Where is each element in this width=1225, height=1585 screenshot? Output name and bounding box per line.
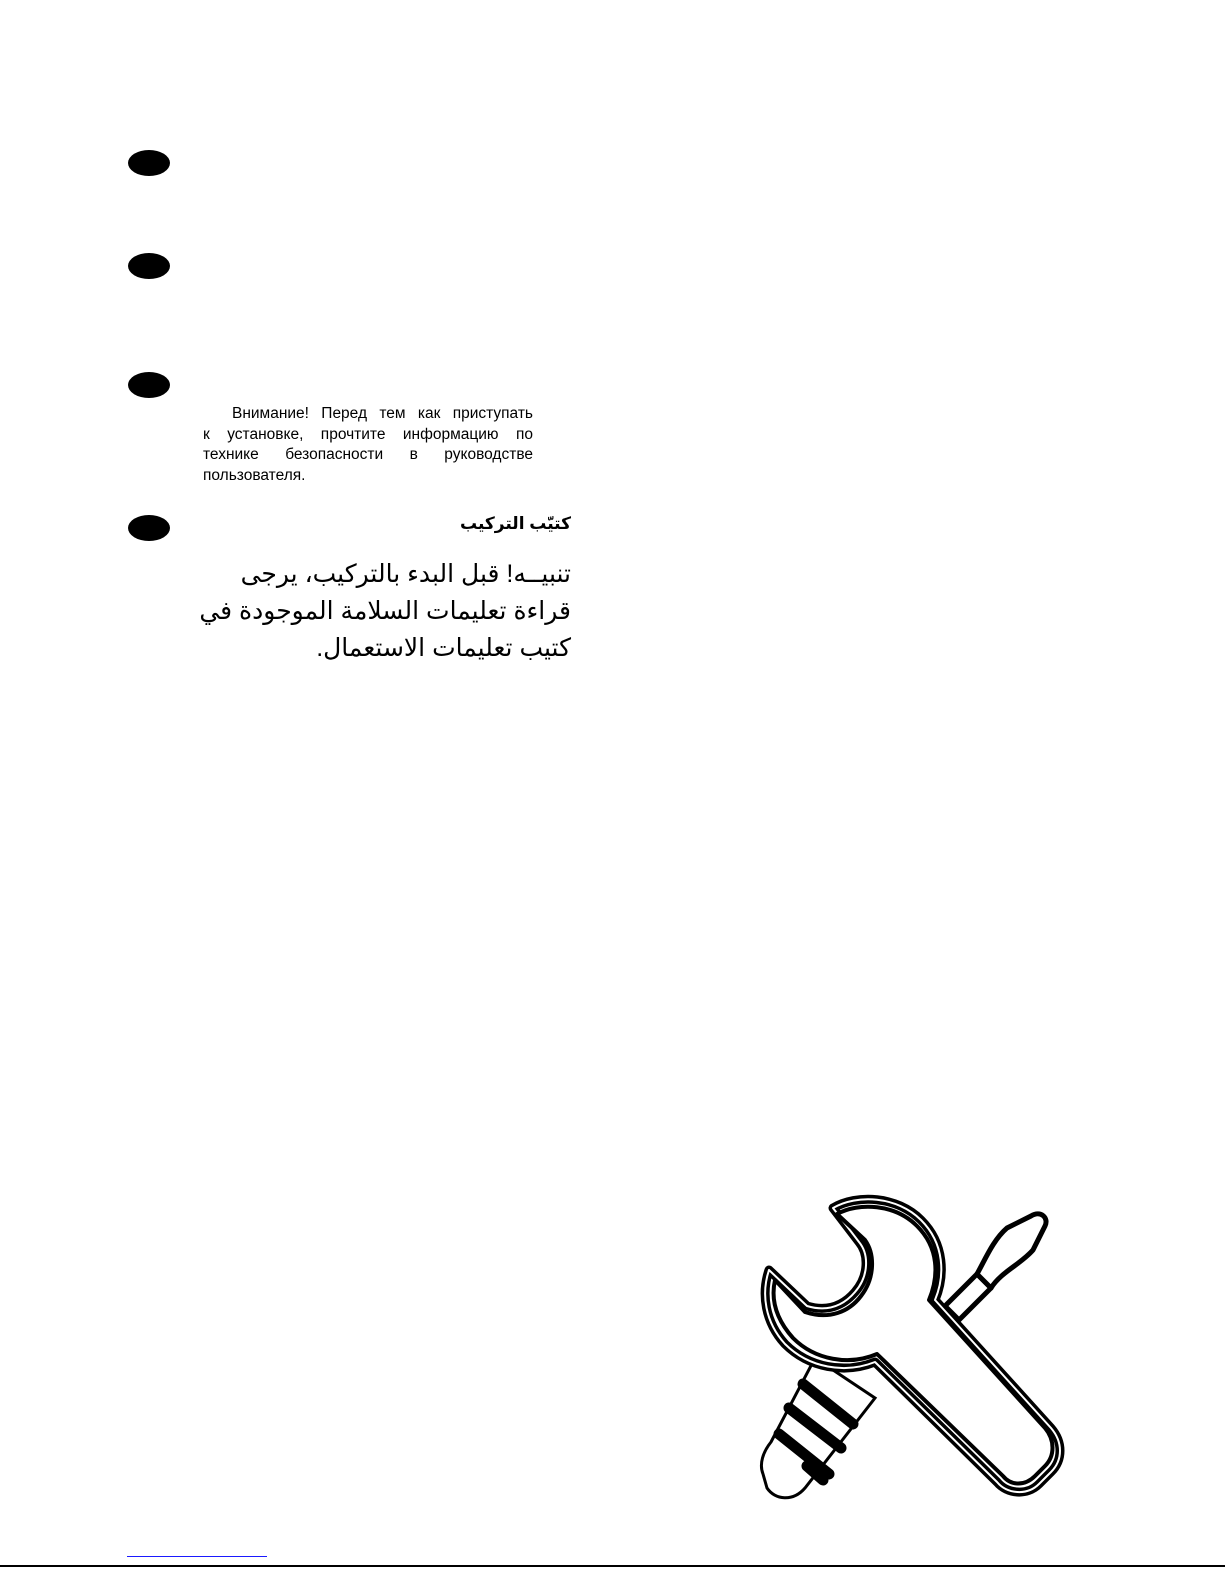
- russian-warning-line: пользователя.: [203, 466, 306, 484]
- footer-link-underline: [127, 1556, 267, 1557]
- russian-warning-line: Внимание! Перед тем как приступать: [232, 405, 533, 422]
- wrench-screwdriver-icon: [745, 1188, 1085, 1508]
- section-bullet: [128, 150, 170, 176]
- footer-rule: [0, 1565, 1225, 1567]
- arabic-section-title: كتيّب التركيب: [459, 514, 571, 533]
- arabic-warning-paragraph: [199, 556, 571, 667]
- section-bullet: [128, 372, 170, 398]
- russian-warning-line: технике безопасности в руководстве: [203, 446, 533, 463]
- section-bullet: [128, 253, 170, 279]
- russian-warning-line: к установке, прочтите информацию по: [203, 425, 533, 443]
- russian-warning-paragraph: [203, 404, 533, 486]
- section-bullet: [128, 515, 170, 541]
- arabic-warning-line: كتيب تعليمات الاستعمال.: [316, 634, 571, 662]
- arabic-warning-line: تنبيــه! قبل البدء بالتركيب، يرجى: [240, 560, 571, 588]
- arabic-warning-line: قراءة تعليمات السلامة الموجودة في: [199, 597, 571, 625]
